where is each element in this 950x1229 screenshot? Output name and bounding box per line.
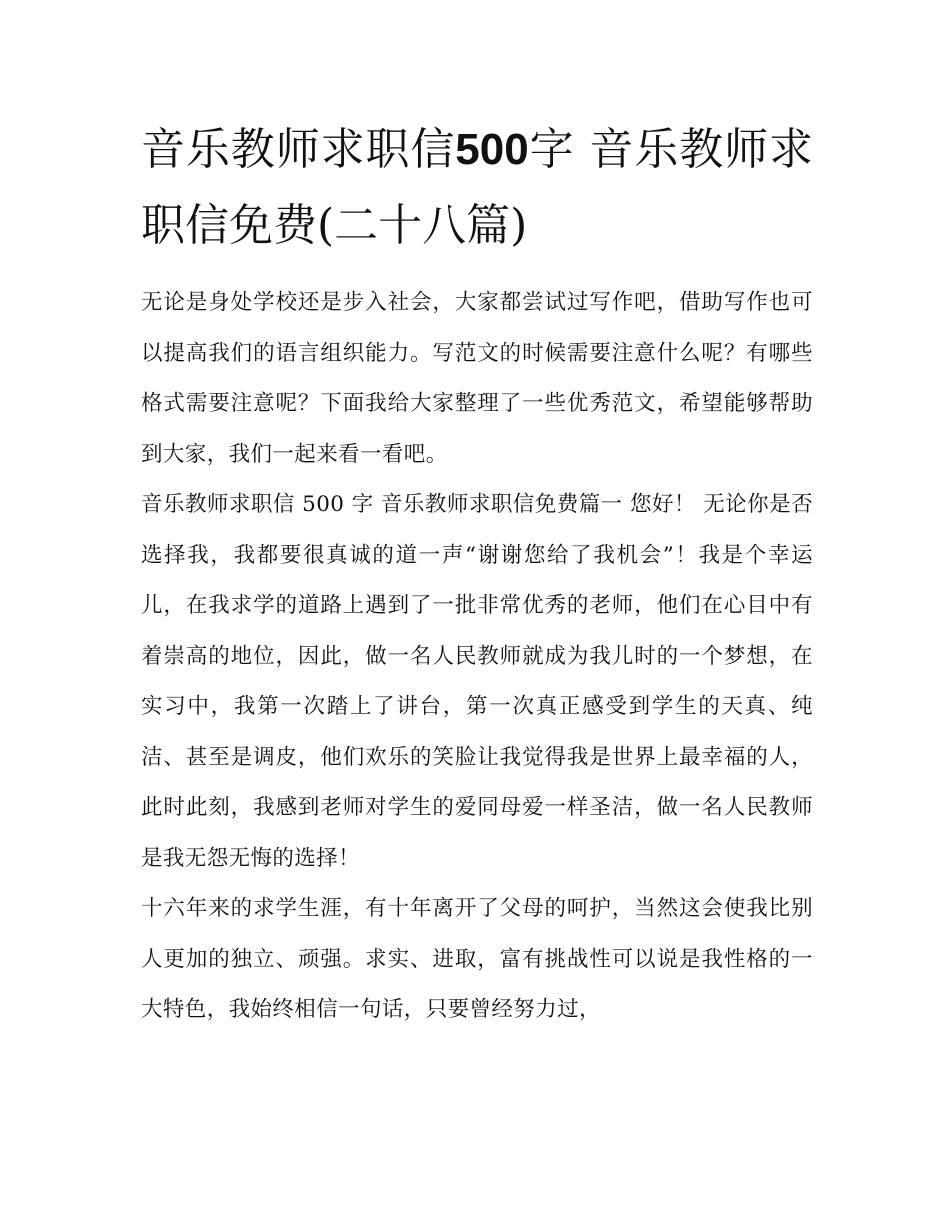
letter-paragraph-1: 音乐教师求职信 500 字 音乐教师求职信免费篇一 您好！ 无论你是否选择我，我都要很真诚的道一声“谢谢您给了我机会”！我是个幸运儿，在我求学的道路上遇到了一批非常优秀的老师，他们在心目中有着崇高的地位，因此，做一名人民教师就成为我儿时的一个梦想，在实习中，我第一次踏上了讲台，第一次真正感受到学生的天真、纯洁、甚至是调皮，他们欢乐的笑脸让我觉得我是世界上最幸福的人，此时此刻，我感到老师对学生的爱同母爱一样圣洁，做一名人民教师是我无怨无悔的选择！ bbox=[141, 492, 813, 871]
title-text-part2: 字 音乐教师求职信免费(二十八篇) bbox=[141, 124, 813, 251]
title-number: 500 bbox=[455, 125, 529, 174]
document-title bbox=[141, 112, 813, 264]
letter-paragraph-2: 十六年来的求学生涯，有十年离开了父母的呵护，当然这会使我比别人更加的独立、顽强。求实、进取，富有挑战性可以说是我性格的一大特色，我始终相信一句话，只要曾经努力过， bbox=[141, 896, 813, 1022]
document-content bbox=[141, 112, 813, 1036]
intro-paragraph: 无论是身处学校还是步入社会，大家都尝试过写作吧，借助写作也可以提高我们的语言组织能力。写范文的时候需要注意什么呢？有哪些格式需要注意呢？下面我给大家整理了一些优秀范文，希望能够帮助到大家，我们一起来看一看吧。 bbox=[141, 290, 813, 467]
title-text-part1: 音乐教师求职信 bbox=[141, 124, 456, 175]
